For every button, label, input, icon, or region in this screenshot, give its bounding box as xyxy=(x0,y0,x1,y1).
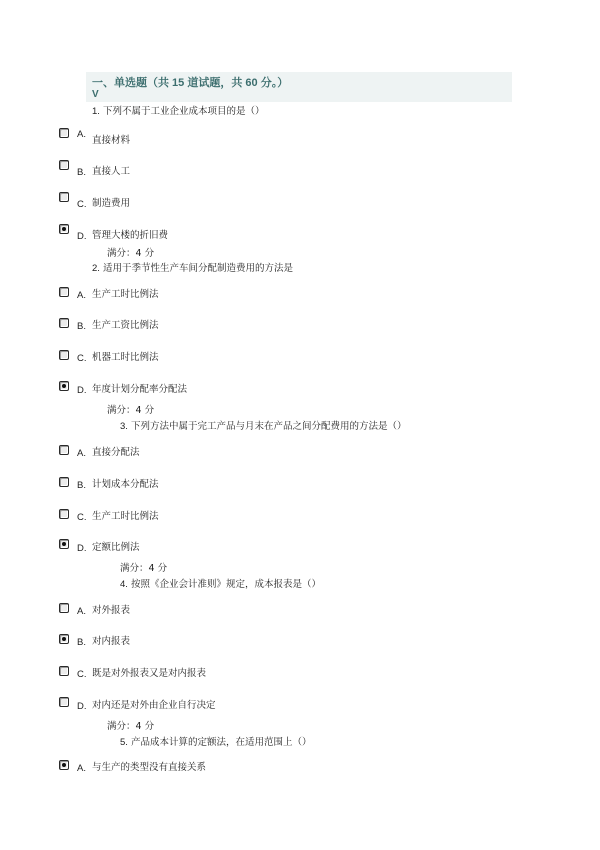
option-letter: D. xyxy=(77,543,87,554)
option-text: 管理大楼的折旧费 xyxy=(92,230,169,241)
question-3 xyxy=(120,421,406,433)
radio-icon[interactable] xyxy=(59,603,69,613)
option-text: 制造费用 xyxy=(92,198,131,209)
option-letter: C. xyxy=(77,512,87,523)
score-label: 满分：4 分 xyxy=(107,721,155,732)
option-1a[interactable] xyxy=(59,128,459,146)
option-letter: B. xyxy=(77,167,86,178)
option-text: 直接材料 xyxy=(92,135,131,146)
option-3c[interactable] xyxy=(59,509,459,523)
question-number: 1. xyxy=(92,106,100,117)
selected-dot-icon xyxy=(62,227,66,231)
option-1b[interactable] xyxy=(59,160,459,178)
option-letter: C. xyxy=(77,199,87,210)
option-text: 对外报表 xyxy=(92,605,131,616)
score-label: 满分：4 分 xyxy=(120,563,168,574)
option-1d[interactable] xyxy=(59,224,459,242)
option-letter: B. xyxy=(77,637,86,648)
option-text: 生产工时比例法 xyxy=(92,511,159,522)
option-1c[interactable] xyxy=(59,192,459,210)
radio-icon[interactable] xyxy=(59,318,69,328)
question-number: 4. xyxy=(120,579,128,590)
selected-dot-icon xyxy=(62,763,66,767)
option-letter: A. xyxy=(77,290,86,301)
question-5 xyxy=(120,737,311,749)
question-number: 2. xyxy=(92,263,100,274)
radio-icon[interactable] xyxy=(59,509,69,519)
option-text: 直接分配法 xyxy=(92,447,140,458)
option-text: 计划成本分配法 xyxy=(92,479,159,490)
option-text: 定额比例法 xyxy=(92,542,140,553)
option-3b[interactable] xyxy=(59,477,459,491)
question-text: 下列方法中属于完工产品与月末在产品之间分配费用的方法是（） xyxy=(130,421,407,432)
option-4c[interactable] xyxy=(59,666,459,680)
option-text: 直接人工 xyxy=(92,166,131,177)
selected-dot-icon xyxy=(62,637,66,641)
question-1 xyxy=(92,106,264,118)
selected-dot-icon xyxy=(62,384,66,388)
option-text: 对内还是对外由企业自行决定 xyxy=(92,700,216,711)
option-4d[interactable] xyxy=(59,697,459,711)
option-text: 与生产的类型没有直接关系 xyxy=(92,762,207,773)
radio-icon[interactable] xyxy=(59,445,69,455)
question-text: 下列不属于工业企业成本项目的是（） xyxy=(102,106,265,117)
radio-icon[interactable] xyxy=(59,381,69,391)
option-letter: A. xyxy=(77,606,86,617)
option-letter: D. xyxy=(77,231,87,242)
option-letter: A. xyxy=(77,129,86,140)
option-letter: B. xyxy=(77,480,86,491)
option-text: 既是对外报表又是对内报表 xyxy=(92,668,207,679)
option-letter: B. xyxy=(77,321,86,332)
score-label: 满分：4 分 xyxy=(107,405,155,416)
option-text: 年度计划分配率分配法 xyxy=(92,384,188,395)
radio-icon[interactable] xyxy=(59,666,69,676)
option-4a[interactable] xyxy=(59,603,459,617)
question-number: 5. xyxy=(120,737,128,748)
radio-icon[interactable] xyxy=(59,192,69,202)
radio-icon[interactable] xyxy=(59,287,69,297)
option-letter: C. xyxy=(77,669,87,680)
section-mark: V xyxy=(92,89,99,100)
radio-icon[interactable] xyxy=(59,760,69,770)
radio-icon[interactable] xyxy=(59,128,69,138)
option-text: 对内报表 xyxy=(92,636,131,647)
question-text: 产品成本计算的定额法，在适用范围上（） xyxy=(130,737,312,748)
option-5a[interactable] xyxy=(59,760,459,774)
option-letter: A. xyxy=(77,448,86,459)
option-2b[interactable] xyxy=(59,318,459,332)
score-label: 满分：4 分 xyxy=(107,248,155,259)
question-4 xyxy=(120,579,321,591)
option-2d[interactable] xyxy=(59,381,459,395)
radio-icon[interactable] xyxy=(59,477,69,487)
question-number: 3. xyxy=(120,421,128,432)
option-text: 生产工资比例法 xyxy=(92,320,159,331)
question-text: 适用于季节性生产车间分配制造费用的方法是 xyxy=(102,263,293,274)
option-2a[interactable] xyxy=(59,287,459,301)
question-text: 按照《企业会计准则》规定，成本报表是（） xyxy=(130,579,321,590)
option-4b[interactable] xyxy=(59,634,459,648)
option-text: 生产工时比例法 xyxy=(92,289,159,300)
selected-dot-icon xyxy=(62,542,66,546)
option-3d[interactable] xyxy=(59,539,459,553)
option-3a[interactable] xyxy=(59,445,459,459)
radio-icon[interactable] xyxy=(59,634,69,644)
radio-icon[interactable] xyxy=(59,350,69,360)
option-letter: D. xyxy=(77,385,87,396)
radio-icon[interactable] xyxy=(59,160,69,170)
option-2c[interactable] xyxy=(59,350,459,364)
radio-icon[interactable] xyxy=(59,224,69,234)
radio-icon[interactable] xyxy=(59,539,69,549)
option-letter: D. xyxy=(77,701,87,712)
option-letter: A. xyxy=(77,763,86,774)
option-letter: C. xyxy=(77,353,87,364)
radio-icon[interactable] xyxy=(59,697,69,707)
question-2 xyxy=(92,263,293,275)
section-title: 一、单选题（共 15 道试题，共 60 分。） xyxy=(92,77,289,89)
option-text: 机器工时比例法 xyxy=(92,352,159,363)
